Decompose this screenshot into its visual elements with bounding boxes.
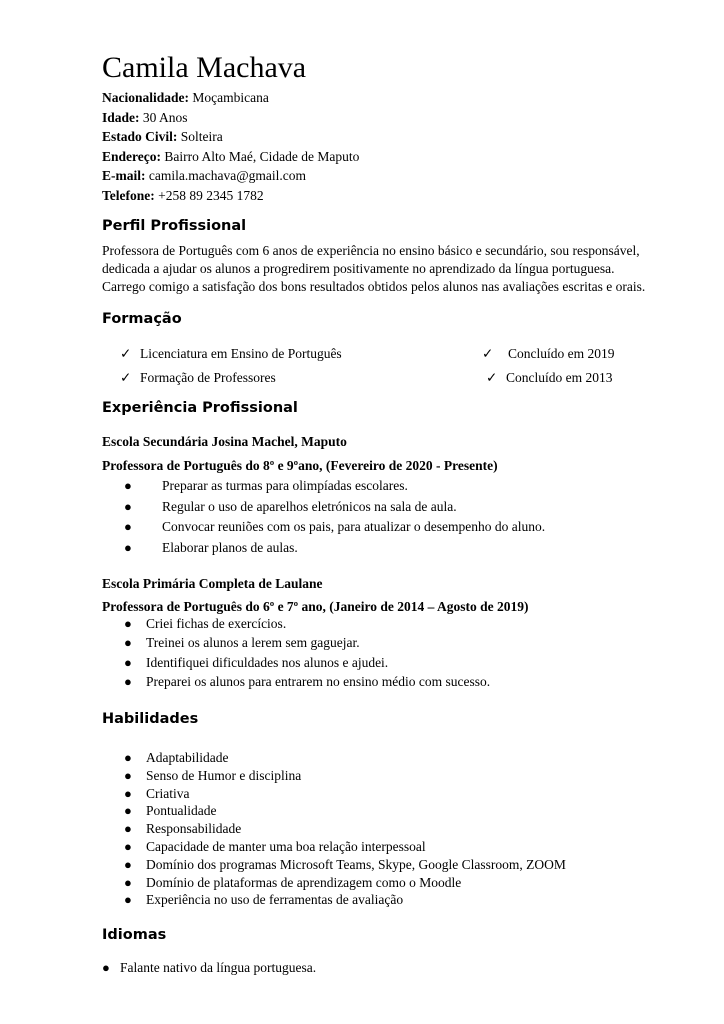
job-role: Professora de Português do 6º e 7º ano, (Janeiro de 2014 – Agosto de 2019): [102, 599, 529, 614]
bullet-icon: ●: [124, 654, 132, 670]
list-item: ● Domínio de plataformas de aprendizagem como o Moodle: [124, 874, 462, 890]
info-address: Endereço: Bairro Alto Maé, Cidade de Maputo: [102, 148, 360, 164]
section-title-formacao: Formação: [102, 311, 182, 327]
bullet-icon: ●: [124, 498, 132, 514]
list-item: ● Senso de Humor e disciplina: [124, 767, 302, 783]
check-icon: ✓: [486, 370, 498, 385]
job-tasks-list: [102, 478, 702, 560]
list-item: ● Experiência no uso de ferramentas de avaliação: [124, 892, 404, 908]
bullet-icon: ●: [124, 856, 132, 872]
bullet-icon: ●: [124, 838, 132, 854]
job-school: Escola Primária Completa de Laulane: [102, 576, 323, 591]
list-item: ● Pontualidade: [124, 803, 217, 819]
info-nationality: Nacionalidade: Moçambicana: [102, 90, 269, 105]
list-item: ● Criei fichas de exercícios.: [124, 616, 287, 631]
bullet-icon: ●: [124, 803, 132, 819]
info-civil-status: Estado Civil: Solteira: [102, 129, 223, 145]
bullet-icon: ●: [102, 960, 110, 975]
list-item: ● Preparar as turmas para olimpíadas escolares.: [124, 478, 408, 493]
bullet-icon: ●: [124, 767, 132, 783]
section-title-perfil: Perfil Profissional: [102, 218, 247, 234]
personal-info: [102, 88, 359, 206]
bullet-icon: ●: [124, 616, 132, 631]
info-email: E-mail: camila.machava@gmail.com: [102, 168, 306, 184]
list-item: ● Responsabilidade: [124, 821, 242, 837]
list-item: ● Treinei os alunos a lerem sem gaguejar.: [124, 635, 360, 651]
info-age: Idade: 30 Anos: [102, 109, 188, 125]
list-item: ● Regular o uso de aparelhos eletrónicos na sala de aula.: [124, 498, 457, 514]
languages-list: [102, 960, 702, 978]
skills-list: [102, 750, 702, 910]
list-item: ● Falante nativo da língua portuguesa.: [102, 960, 317, 975]
check-icon: ✓: [120, 370, 132, 385]
check-icon: ✓: [482, 346, 494, 361]
list-item: ● Identifiquei dificuldades nos alunos e ajudei.: [124, 654, 389, 670]
bullet-icon: ●: [124, 519, 132, 535]
bullet-icon: ●: [124, 478, 132, 493]
list-item: ● Convocar reuniões com os pais, para atualizar o desempenho do aluno.: [124, 519, 546, 535]
section-title-habilidades: Habilidades: [102, 711, 199, 727]
bullet-icon: ●: [124, 892, 132, 908]
formacao-item: ✓ Licenciatura em Ensino de Português ✓ Concluído em 2019: [120, 346, 615, 361]
section-title-experiencia: Experiência Profissional: [102, 400, 298, 416]
list-item: ● Elaborar planos de aulas.: [124, 539, 298, 555]
section-title-idiomas: Idiomas: [102, 927, 167, 943]
list-item: ● Adaptabilidade: [124, 750, 229, 765]
list-item: ● Capacidade de manter uma boa relação interpessoal: [124, 838, 426, 854]
job-role: Professora de Português do 8º e 9ºano, (Fevereiro de 2020 - Presente): [102, 458, 498, 473]
job-tasks-list: [102, 616, 702, 694]
check-icon: ✓: [120, 346, 132, 361]
bullet-icon: ●: [124, 635, 132, 651]
list-item: ● Preparei os alunos para entrarem no ensino médio com sucesso.: [124, 674, 491, 690]
bullet-icon: ●: [124, 674, 132, 690]
bullet-icon: ●: [124, 539, 132, 555]
job-school: Escola Secundária Josina Machel, Maputo: [102, 434, 347, 449]
perfil-paragraph: Professora de Português com 6 anos de experiência no ensino básico e secundário, sou responsável, dedicada a ajudar os alunos a progredirem positivamente no aprendizado da língua portuguesa. Carrego comigo a satisfação dos bons resultados obtidos pelos alunos nas avaliações escritas e orais.: [102, 243, 646, 294]
bullet-icon: ●: [124, 750, 132, 765]
bullet-icon: ●: [124, 874, 132, 890]
formacao-item: ✓ Formação de Professores ✓ Concluído em 2013: [120, 370, 613, 385]
candidate-name: Camila Machava: [102, 51, 307, 84]
list-item: ● Criativa: [124, 785, 190, 801]
bullet-icon: ●: [124, 785, 132, 801]
info-phone: Telefone: +258 89 2345 1782: [102, 187, 264, 203]
list-item: ● Domínio dos programas Microsoft Teams, Skype, Google Classroom, ZOOM: [124, 856, 566, 872]
bullet-icon: ●: [124, 821, 132, 837]
